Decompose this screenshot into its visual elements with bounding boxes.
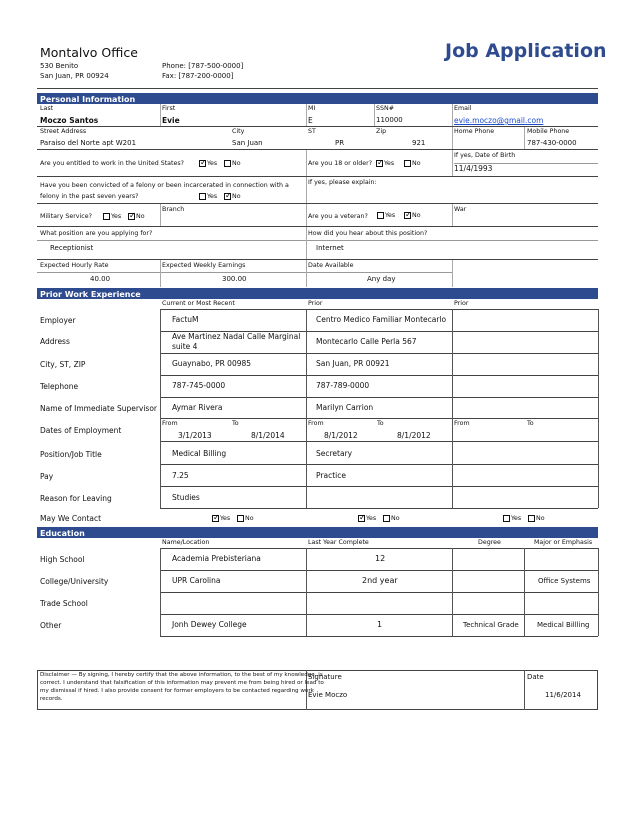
over18-no-checkbox[interactable] [404,160,411,167]
c1-address-line1[interactable]: Ave Martinez Nadal Calle Marginal [172,332,301,341]
c1-title-field[interactable]: Medical Billing [172,449,227,458]
military-question: Military Service? [40,213,92,220]
reason-for-leaving-label: Reason for Leaving [40,494,112,503]
c2-contact-no-label: No [391,515,400,522]
disclaimer-line1: Disclaimer — By signing, I hereby certify that the above information, to the best of my knowledge, is [40,672,323,678]
c1-phone-field[interactable]: 787-745-0000 [172,381,226,390]
telephone-label: Telephone [40,382,79,391]
disclaimer-line4: records. [40,696,63,702]
over18-yes-checkbox[interactable] [376,160,383,167]
col-name-location: Name/Location [162,539,210,546]
c1-city-field[interactable]: Guaynabo, PR 00985 [172,359,252,368]
felony-no-checkbox[interactable] [224,193,231,200]
position-field[interactable]: Receptionist [50,244,94,252]
company-address1: 530 Benito [40,62,79,70]
entitled-no-checkbox[interactable] [224,160,231,167]
c2-address-field[interactable]: Montecarlo Calle Perla 567 [316,337,417,346]
veteran-no-label: No [412,212,421,219]
war-label: War [454,206,467,213]
col-prior-1: Prior [308,300,323,307]
c1-address-line2[interactable]: suite 4 [172,342,198,351]
edu-other-year[interactable]: 1 [377,620,383,629]
col-current: Current or Most Recent [162,300,235,307]
veteran-yes-checkbox[interactable] [377,212,384,219]
zip-label: Zip [376,128,387,135]
supervisor-label: Name of Immediate Supervisor [40,404,158,413]
c2-from-label: From [308,420,324,427]
signature-label: Signature [308,673,342,681]
edu-highschool-name[interactable]: Academia Prebisteriana [172,554,261,563]
military-no-label: No [136,213,145,220]
section-title-education: Education [40,528,85,538]
hourly-rate-label: Expected Hourly Rate [40,262,109,269]
address-label: Address [40,337,70,346]
c1-reason-field[interactable]: Studies [172,493,200,502]
state-field[interactable]: PR [335,139,345,147]
header-divider [37,88,598,89]
position-question: What position are you applying for? [40,230,153,237]
edu-other-name[interactable]: Jonh Dewey College [172,620,247,629]
city-field[interactable]: San Juan [232,139,263,147]
entitled-question: Are you entitled to work in the United States? [40,160,185,167]
last-label: Last [40,105,54,112]
dob-field[interactable]: 11/4/1993 [454,164,493,173]
date-available-label: Date Available [308,262,354,269]
c3-contact-yes-label: Yes [511,515,522,522]
col-major: Major or Emphasis [534,539,593,546]
disclaimer-line2: correct. I understand that falsification of this information may prevent me from being hired or lead to [40,680,324,686]
date-field[interactable]: 11/6/2014 [545,691,581,699]
street-label: Street Address [40,128,87,135]
explain-label: If yes, please explain: [308,179,377,186]
veteran-question: Are you a veteran? [308,213,368,220]
street-field[interactable]: Paraiso del Norte apt W201 [40,139,137,147]
entitled-yes-checkbox[interactable] [199,160,206,167]
c1-employer-field[interactable]: FactuM [172,315,199,324]
ssn-label: SSN# [376,105,394,112]
date-label: Date [527,673,544,681]
city-label: City [232,128,245,135]
mobile-phone-field[interactable]: 787-430-0000 [527,139,577,147]
edu-college-name[interactable]: UPR Carolina [172,576,221,585]
branch-label: Branch [162,206,185,213]
c2-contact-yes-label: Yes [366,515,377,522]
edu-row-other-label: Other [40,621,62,630]
c2-from-field[interactable]: 8/1/2012 [324,431,358,440]
st-label: ST [308,128,316,135]
c1-contact-yes-checkbox[interactable] [212,515,219,522]
military-yes-label: Yes [111,213,122,220]
date-available-field[interactable]: Any day [367,275,396,283]
c2-contact-yes-checkbox[interactable] [358,515,365,522]
mi-label: MI [308,105,316,112]
section-bar-work [37,288,598,299]
felony-question-line2: felony in the past seven years? [40,193,139,200]
felony-no-label: No [232,193,241,200]
c1-contact-yes-label: Yes [220,515,231,522]
section-title-work: Prior Work Experience [40,289,141,299]
edu-college-major[interactable]: Office Systems [538,577,591,585]
company-phone: Phone: [787-500-0000] [162,62,244,70]
veteran-yes-label: Yes [385,212,396,219]
c1-contact-no-label: No [245,515,254,522]
military-yes-checkbox[interactable] [103,213,110,220]
position-title-label: Position/Job Title [40,450,102,459]
c2-title-field[interactable]: Secretary [316,449,353,458]
dates-of-employment-label: Dates of Employment [40,426,122,435]
company-name: Montalvo Office [40,45,138,60]
c3-contact-no-checkbox[interactable] [528,515,535,522]
disclaimer-line3: my dismissal if hired. I also provide consent for former employers to be contacted regarding work [40,688,314,694]
c2-city-field[interactable]: San Juan, PR 00921 [316,359,390,368]
section-bar-personal [37,93,598,104]
c1-to-label: To [232,420,239,427]
c3-contact-yes-checkbox[interactable] [503,515,510,522]
felony-yes-label: Yes [207,193,218,200]
edu-row-trade-label: Trade School [40,599,88,608]
first-name-field[interactable]: Evie [162,116,180,125]
hear-field[interactable]: Internet [316,244,344,252]
edu-other-degree[interactable]: Technical Grade [463,621,519,629]
military-no-checkbox[interactable] [128,213,135,220]
c1-to-field[interactable]: 8/1/2014 [251,431,285,440]
over18-question: Are you 18 or older? [308,160,373,167]
city-st-zip-label: City, ST, ZIP [40,360,86,369]
c2-to-field[interactable]: 8/1/2012 [397,431,431,440]
company-address2: San Juan, PR 00924 [40,72,109,80]
col-last-year: Last Year Complete [308,539,369,546]
edu-highschool-year[interactable]: 12 [375,554,386,563]
c1-pay-field[interactable]: 7.25 [172,471,189,480]
document-title: Job Application [445,40,607,62]
over18-no-label: No [412,160,421,167]
mi-field[interactable]: E [308,116,313,125]
c3-from-label: From [454,420,470,427]
c1-contact-no-checkbox[interactable] [237,515,244,522]
email-label: Email [454,105,472,112]
c3-contact-no-label: No [536,515,545,522]
veteran-no-checkbox[interactable] [404,212,411,219]
edu-row-college-label: College/University [40,577,109,586]
c2-contact-no-checkbox[interactable] [383,515,390,522]
c2-to-label: To [377,420,384,427]
entitled-yes-label: Yes [207,160,218,167]
first-label: First [162,105,176,112]
section-bar-education [37,527,598,538]
dob-label: If yes, Date of Birth [454,152,516,159]
section-title-personal: Personal Information [40,94,136,104]
over18-yes-label: Yes [384,160,395,167]
last-name-field[interactable]: Moczo Santos [40,116,99,125]
signature-field[interactable]: Evie Moczo [308,691,348,699]
c1-from-field[interactable]: 3/1/2013 [178,431,212,440]
col-prior-2: Prior [454,300,469,307]
email-field[interactable]: evie.moczo@gmail.com [454,116,544,125]
felony-question-line1: Have you been convicted of a felony or been incarcerated in connection with a [40,182,289,189]
zip-field[interactable]: 921 [412,139,426,147]
c3-to-label: To [527,420,534,427]
c2-employer-field[interactable]: Centro Medico Familiar Montecarlo [316,315,447,324]
felony-yes-checkbox[interactable] [199,193,206,200]
hourly-rate-field[interactable]: 40.00 [90,275,111,283]
mobile-phone-label: Mobile Phone [527,128,570,135]
pay-label: Pay [40,472,54,481]
c2-pay-field[interactable]: Practice [316,471,346,480]
hear-question: How did you hear about this position? [308,230,428,237]
c1-supervisor-field[interactable]: Aymar Rivera [172,403,223,412]
may-we-contact-label: May We Contact [40,514,102,523]
entitled-no-label: No [232,160,241,167]
c2-phone-field[interactable]: 787-789-0000 [316,381,370,390]
edu-row-highschool-label: High School [40,555,85,564]
home-phone-label: Home Phone [454,128,495,135]
c2-supervisor-field[interactable]: Marilyn Carrion [316,403,374,412]
edu-other-major[interactable]: Medical Billling [537,621,590,629]
employer-label: Employer [40,316,76,325]
weekly-earnings-field[interactable]: 300.00 [222,275,247,283]
col-degree: Degree [478,539,501,546]
ssn-field[interactable]: 110000 [376,116,403,124]
edu-college-year[interactable]: 2nd year [362,576,398,585]
weekly-earnings-label: Expected Weekly Earnings [162,262,246,269]
c1-from-label: From [162,420,178,427]
company-fax: Fax: [787-200-0000] [162,72,234,80]
